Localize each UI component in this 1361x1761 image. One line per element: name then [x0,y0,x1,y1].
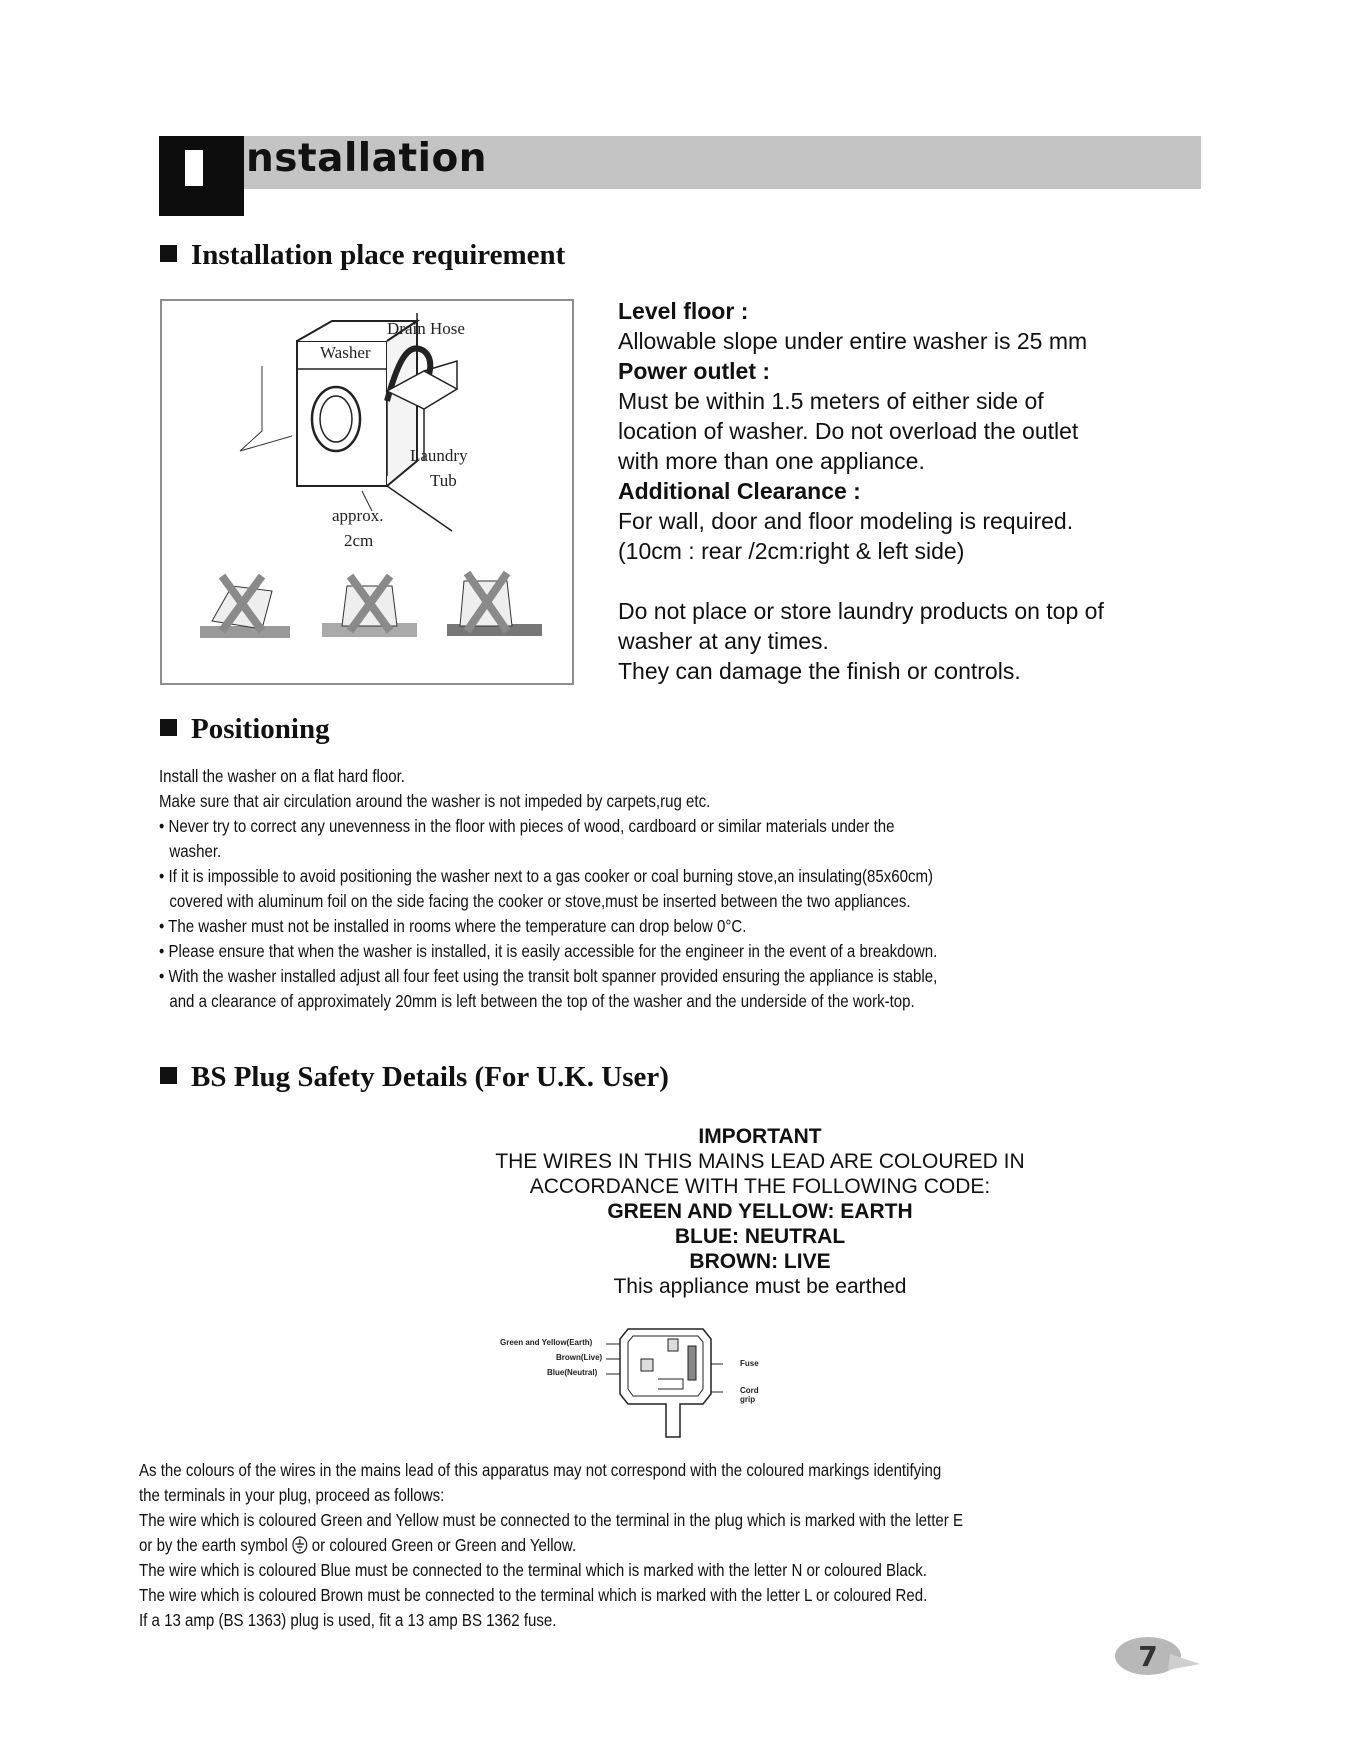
power-outlet-line: location of washer. Do not overload the outlet [618,418,1079,444]
level-floor-title: Level floor : [618,298,749,324]
plug-label-neutral: Blue(Neutral) [547,1368,598,1377]
earth-symbol-icon [292,1536,307,1554]
positioning-bullet-cont: covered with aluminum foil on the side facing the cooker or stove,must be inserted between the two appliances. [169,891,911,911]
earth-code: GREEN AND YELLOW: EARTH [607,1200,913,1223]
clearance-line: For wall, door and floor modeling is required. [618,508,1074,534]
body-line: As the colours of the wires in the mains lead of this apparatus may not correspond with the coloured markings identifying [139,1460,942,1480]
page-title: nstallation [246,136,488,181]
live-code: BROWN: LIVE [689,1250,831,1273]
plug-label-cord: Cord [740,1386,759,1395]
positioning-intro: Make sure that air circulation around the washer is not impeded by carpets,rug etc. [159,791,711,811]
positioning-intro: Install the washer on a flat hard floor. [159,766,405,786]
page-number-badge [1108,1634,1204,1680]
bullet-square-icon [160,719,177,736]
plug-label-live: Brown(Live) [556,1353,603,1362]
earthed-note: This appliance must be earthed [613,1275,907,1298]
important-block [360,1124,1160,1299]
colours-body [139,1458,1188,1633]
body-line: If a 13 amp (BS 1363) plug is used, fit a 13 amp BS 1362 fuse. [139,1610,557,1630]
body-line: The wire which is coloured Green and Yellow must be connected to the terminal in the plug which is marked with the letter E [139,1510,964,1530]
positioning-bullet: • If it is impossible to avoid positioning the washer next to a gas cooker or coal burning stove,an insulating(85x60cm) [159,866,934,886]
level-floor-text: Allowable slope under entire washer is 25 mm [618,328,1088,354]
power-outlet-line: Must be within 1.5 meters of either side of [618,388,1044,414]
body-line-part: or by the earth symbol [139,1535,288,1555]
positioning-bullet: • With the washer installed adjust all four feet using the transit bolt spanner provided ensuring the appliance is stable, [159,966,938,986]
clearance-line: (10cm : rear /2cm:right & left side) [618,538,965,564]
storage-line: Do not place or store laundry products on top of [618,598,1104,624]
heading-positioning [160,712,330,746]
heading-text: Positioning [191,713,330,745]
storage-line: They can damage the finish or controls. [618,658,1021,684]
bullet-square-icon [160,245,177,262]
label-approx: approx. [332,506,384,525]
positioning-bullet: • Never try to correct any unevenness in the floor with pieces of wood, cardboard or similar materials under the [159,816,895,836]
body-line [139,1533,1188,1558]
installation-figure [160,299,574,685]
label-laundry: Laundry [410,446,468,465]
heading-text: Installation place requirement [191,239,566,271]
plug-label-earth: Green and Yellow(Earth) [500,1338,593,1347]
page-number-shape [1108,1634,1204,1680]
label-2cm: 2cm [344,531,374,550]
body-line: The wire which is coloured Brown must be connected to the terminal which is marked with the letter L or coloured Red. [139,1585,928,1605]
bullet-square-icon [160,1067,177,1084]
positioning-bullet-cont: washer. [169,841,222,861]
page-number: 7 [1138,1640,1158,1673]
body-line-part: or coloured Green or Green and Yellow. [311,1535,577,1555]
wrong-floor-figure-1 [200,576,290,638]
plug-label-fuse: Fuse [740,1359,759,1368]
wires-line: THE WIRES IN THIS MAINS LEAD ARE COLOURED IN [495,1150,1025,1173]
positioning-bullet: • The washer must not be installed in rooms where the temperature can drop below 0°C. [159,916,747,936]
clearance-title: Additional Clearance : [618,478,861,504]
body-line: the terminals in your plug, proceed as follows: [139,1485,445,1505]
heading-installation-place [160,238,565,272]
power-outlet-line: with more than one appliance. [618,448,925,474]
positioning-bullet-cont: and a clearance of approximately 20mm is left between the top of the washer and the underside of the work-top. [169,991,915,1011]
important-title: IMPORTANT [698,1125,822,1148]
storage-line: washer at any times. [618,628,829,654]
washer-illustration [162,301,572,683]
header-initial [185,150,203,186]
positioning-bullet: • Please ensure that when the washer is installed, it is easily accessible for the engineer in the event of a breakdown. [159,941,938,961]
wrong-floor-figure-2 [322,576,417,637]
heading-bs-plug [160,1060,669,1094]
power-outlet-title: Power outlet : [618,358,771,384]
neutral-code: BLUE: NEUTRAL [674,1225,846,1248]
positioning-body [159,764,1071,1014]
heading-text: BS Plug Safety Details (For U.K. User) [191,1061,669,1093]
label-drain-hose: Drain Hose [387,319,465,338]
label-tub: Tub [430,471,457,490]
body-line: The wire which is coloured Blue must be connected to the terminal which is marked with the letter N or coloured Black. [139,1560,927,1580]
requirement-text [618,296,1218,686]
wires-line: ACCORDANCE WITH THE FOLLOWING CODE: [529,1175,991,1198]
plug-label-grip: grip [740,1395,756,1404]
plug-diagram [498,1324,778,1439]
wrong-floor-figure-3 [447,573,542,636]
label-washer: Washer [320,343,371,362]
